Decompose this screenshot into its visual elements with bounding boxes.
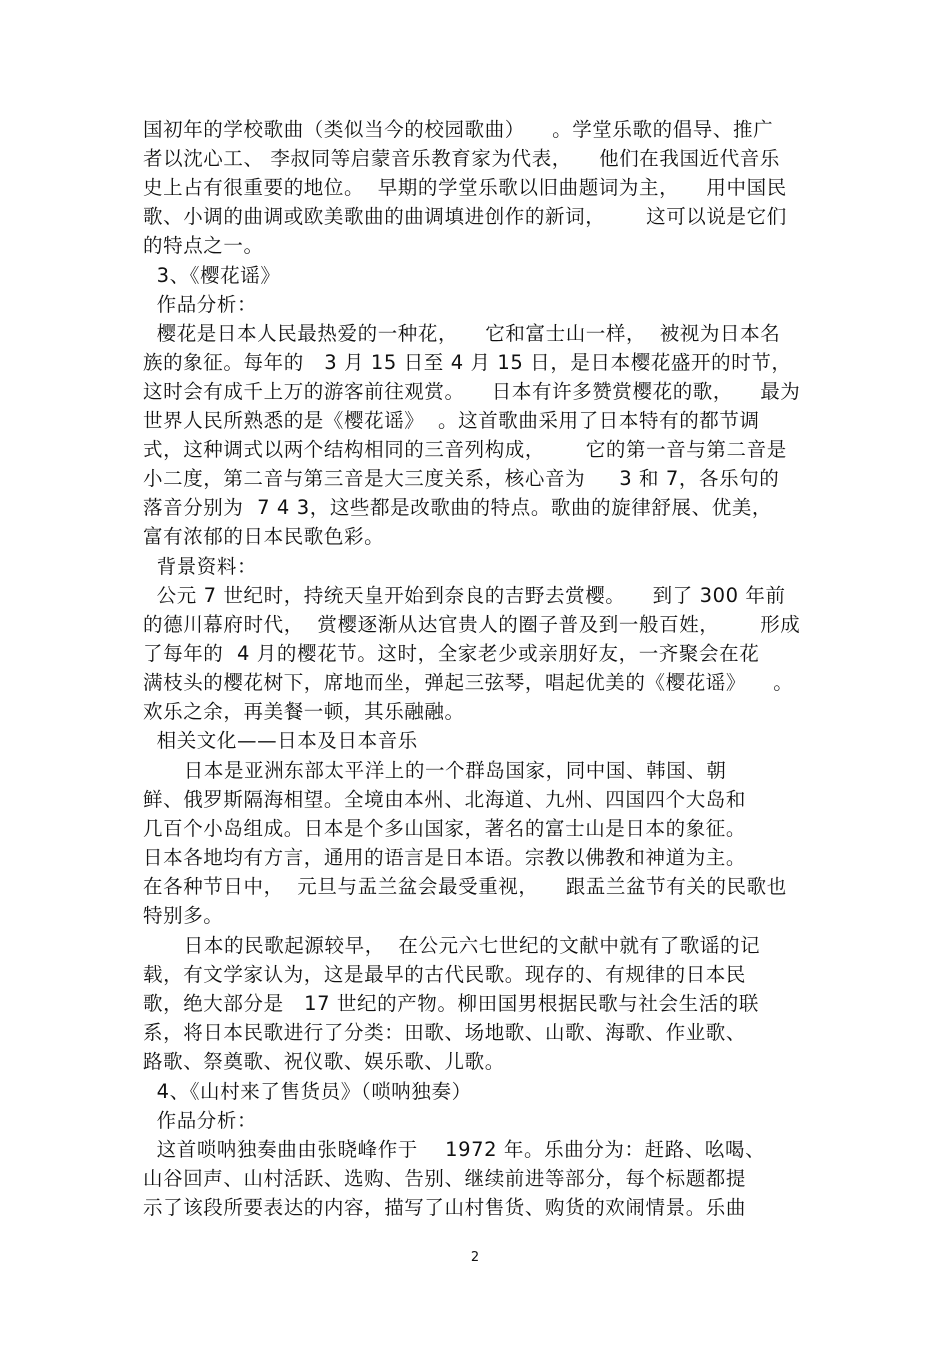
text-line: 山谷回声、山村活跃、选购、告别、继续前进等部分，每个标题都提	[143, 1167, 747, 1190]
text-line: 了每年的 4 月的樱花节。这时，全家老少或亲朋好友，一齐聚会在花	[143, 642, 760, 665]
text-line: 世界人民所熟悉的是《樱花谣》 。这首歌曲采用了日本特有的都节调	[143, 409, 760, 432]
text-line: 歌，绝大部分是 17 世纪的产物。柳田国男根据民歌与社会生活的联	[143, 992, 760, 1015]
text-line: 特别多。	[143, 904, 224, 927]
text-line: 小二度，第二音与第三音是大三度关系，核心音为 3 和 7，各乐句的	[143, 467, 780, 490]
text-line: 4、《山村来了售货员》（唢呐独奏）	[143, 1080, 472, 1103]
text-line: 歌、小调的曲调或欧美歌曲的曲调填进创作的新词， 这可以说是它们	[143, 205, 787, 228]
text-line: 载，有文学家认为，这是最早的古代民歌。现存的、有规律的日本民	[143, 963, 747, 986]
text-line: 几百个小岛组成。日本是个多山国家，著名的富士山是日本的象征。	[143, 817, 747, 840]
text-line: 系，将日本民歌进行了分类：田歌、场地歌、山歌、海歌、作业歌、	[143, 1021, 747, 1044]
text-line: 国初年的学校歌曲（类似当今的校园歌曲） 。学堂乐歌的倡导、推广	[143, 118, 774, 141]
text-line: 鲜、俄罗斯隔海相望。全境由本州、北海道、九州、四国四个大岛和	[143, 788, 747, 811]
text-line: 背景资料：	[143, 555, 258, 578]
text-line: 3、《樱花谣》	[143, 264, 281, 287]
text-line: 作品分析：	[143, 1109, 258, 1132]
text-line: 史上占有很重要的地位。 早期的学堂乐歌以旧曲题词为主， 用中国民	[143, 176, 787, 199]
text-line: 在各种节日中， 元旦与盂兰盆会最受重视， 跟盂兰盆节有关的民歌也	[143, 875, 787, 898]
text-line: 日本是亚洲东部太平洋上的一个群岛国家，同中国、韩国、朝	[143, 759, 727, 782]
text-line: 落音分别为 7 4 3，这些都是改歌曲的特点。歌曲的旋律舒展、优美，	[143, 496, 773, 519]
text-line: 相关文化——日本及日本音乐	[143, 729, 418, 752]
text-line: 满枝头的樱花树下，席地而坐，弹起三弦琴，唱起优美的《樱花谣》 。	[143, 671, 794, 694]
text-line: 日本的民歌起源较早， 在公元六七世纪的文献中就有了歌谣的记	[143, 934, 761, 957]
page-number: 2	[470, 1250, 480, 1265]
text-line: 路歌、祭奠歌、祝仪歌、娱乐歌、儿歌。	[143, 1050, 505, 1073]
text-line: 的特点之一。	[143, 234, 264, 257]
text-line: 的德川幕府时代， 赏樱逐渐从达官贵人的圈子普及到一般百姓， 形成	[143, 613, 801, 636]
text-line: 樱花是日本人民最热爱的一种花， 它和富士山一样， 被视为日本名	[143, 322, 781, 345]
text-line: 式，这种调式以两个结构相同的三音列构成， 它的第一音与第二音是	[143, 438, 787, 461]
text-line: 欢乐之余，再美餐一顿，其乐融融。	[143, 700, 465, 723]
text-line: 这首唢呐独奏曲由张晓峰作于 1972 年。乐曲分为：赶路、吆喝、	[143, 1138, 766, 1161]
text-line: 富有浓郁的日本民歌色彩。	[143, 525, 385, 548]
text-line: 者以沈心工、 李叔同等启蒙音乐教育家为代表， 他们在我国近代音乐	[143, 147, 780, 170]
text-line: 示了该段所要表达的内容，描写了山村售货、购货的欢闹情景。乐曲	[143, 1196, 747, 1219]
text-line: 作品分析：	[143, 293, 258, 316]
text-line: 族的象征。每年的 3 月 15 日至 4 月 15 日，是日本樱花盛开的时节，	[143, 351, 792, 374]
text-line: 公元 7 世纪时，持统天皇开始到奈良的吉野去赏樱。 到了 300 年前	[143, 584, 786, 607]
text-line: 这时会有成千上万的游客前往观赏。 日本有许多赞赏樱花的歌， 最为	[143, 380, 801, 403]
text-line: 日本各地均有方言，通用的语言是日本语。宗教以佛教和神道为主。	[143, 846, 747, 869]
